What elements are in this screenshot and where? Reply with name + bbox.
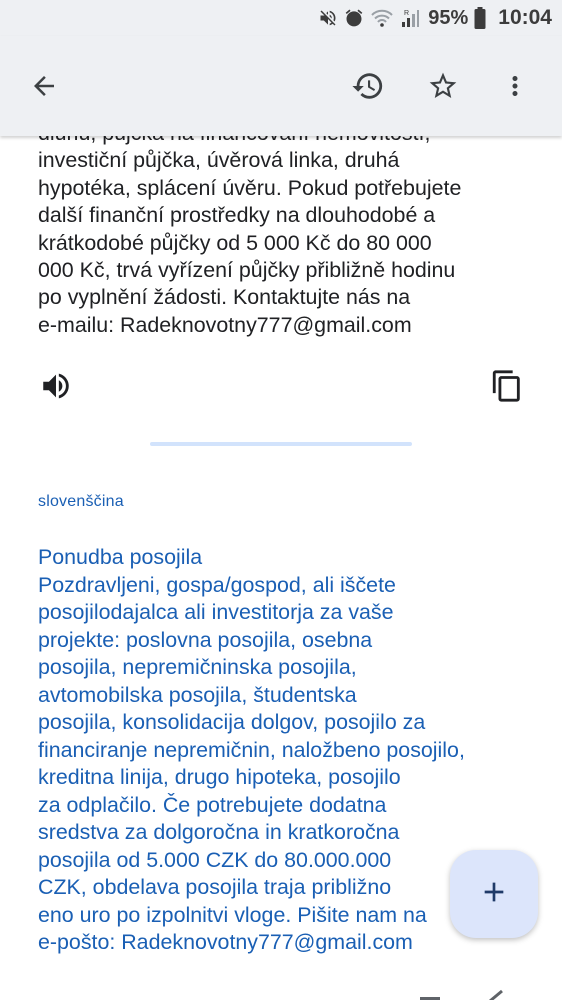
section-divider	[150, 442, 412, 446]
svg-text:R: R	[404, 10, 410, 17]
more-options-button[interactable]	[491, 64, 539, 112]
listen-button[interactable]	[32, 364, 80, 412]
favorite-button[interactable]	[419, 64, 467, 112]
back-button[interactable]	[20, 64, 68, 112]
history-icon	[351, 69, 385, 108]
star-icon	[427, 70, 459, 107]
more-vert-icon	[500, 71, 530, 106]
source-text: investiční půjčka, úvěrová linka, druhá hypotéka, splácení úvěru. Pokud potřebujete další finanční prostředky na dlouhodobé a krátkodobé půjčky od 5 000 Kč do 80 000 000 Kč, trvá vyřízení půjčky přibližně hodinu po vyplnění žádosti. Kontaktujte nás na e-mailu: Radeknovotny777@gmail.com	[38, 148, 462, 337]
history-button[interactable]	[344, 64, 392, 112]
copy-icon	[490, 369, 524, 408]
translated-text: Ponudba posojila Pozdravljeni, gospa/gospod, ali iščete posojilodajalca ali investitorja za vaše projekte: poslovna posojila, osebna posojila, nepremičninska posojila, avtomobilska posojila, študentska posojila, konsolidacija dolgov, posojilo za financiranje nepremičnin, naložbeno posojilo, kreditna linija, drugo hipoteka, posojilo za odplačilo. Če potrebujete dodatna sredstva za dolgoročna in kratkoročna posojila od 5.000 CZK do 80.000.000 CZK, obdelava posojila traja približno eno uro po izpolnitvi vloge. Pišite nam na e-pošto: Radeknovotny777@gmail.com	[38, 545, 465, 954]
clock: 10:04	[498, 6, 552, 29]
bottom-icons-peek	[410, 988, 510, 1000]
battery-percent: 95%	[428, 6, 469, 29]
new-translation-fab[interactable]	[450, 850, 538, 938]
target-language-label: slovenščina	[38, 493, 124, 510]
copy-button[interactable]	[483, 364, 531, 412]
back-arrow-icon	[29, 71, 59, 106]
plus-icon	[478, 876, 510, 913]
speaker-icon	[39, 369, 73, 408]
app-bar	[0, 36, 562, 136]
